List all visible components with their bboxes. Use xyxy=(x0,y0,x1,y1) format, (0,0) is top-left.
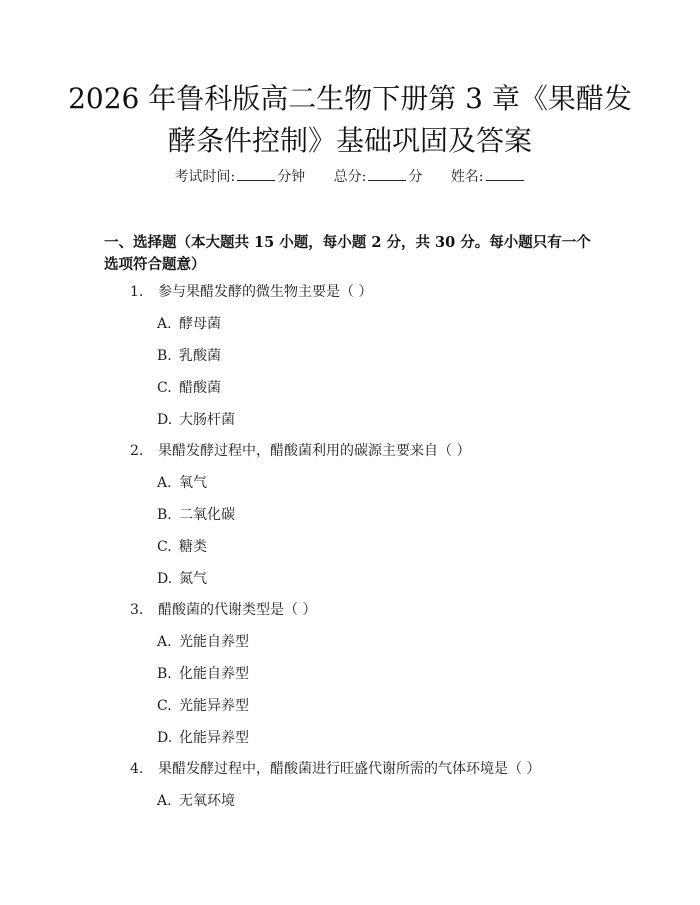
option-text: 酵母菌 xyxy=(179,316,221,332)
option-letter: A. xyxy=(157,475,172,491)
option-letter: D. xyxy=(157,730,173,746)
option-text: 光能自养型 xyxy=(179,634,249,650)
option-1d xyxy=(157,410,597,430)
question-number: 4. xyxy=(130,761,144,777)
question-number: 2. xyxy=(130,443,144,459)
option-text: 醋酸菌 xyxy=(179,380,221,396)
name-label: 姓名: xyxy=(450,169,484,185)
option-2b xyxy=(157,505,597,525)
option-letter: A. xyxy=(157,316,172,332)
option-text: 乳酸菌 xyxy=(179,348,221,364)
option-text: 二氧化碳 xyxy=(179,507,235,523)
question-text: 果醋发酵过程中，醋酸菌进行旺盛代谢所需的气体环境是（ ） xyxy=(158,761,541,777)
option-2d xyxy=(157,569,597,589)
exam-time xyxy=(174,166,305,187)
option-letter: B. xyxy=(157,507,172,523)
option-letter: B. xyxy=(157,348,172,364)
option-3c xyxy=(157,696,597,716)
option-1a xyxy=(157,314,597,334)
option-4a xyxy=(157,791,597,811)
score-label: 总分: xyxy=(333,169,367,185)
option-2c xyxy=(157,537,597,557)
question-text: 果醋发酵过程中，醋酸菌利用的碳源主要来自（ ） xyxy=(158,443,471,459)
exam-score xyxy=(334,166,423,187)
question-3 xyxy=(130,600,610,620)
exam-name xyxy=(451,166,526,187)
option-text: 无氧环境 xyxy=(179,793,235,809)
option-letter: C. xyxy=(157,698,172,714)
option-text: 糖类 xyxy=(179,539,207,555)
option-1b xyxy=(157,346,597,366)
exam-meta xyxy=(0,166,700,187)
option-letter: A. xyxy=(157,634,172,650)
question-2 xyxy=(130,441,610,461)
option-letter: C. xyxy=(157,539,172,555)
question-text: 参与果醋发酵的微生物主要是（ ） xyxy=(158,284,373,300)
option-letter: B. xyxy=(157,666,172,682)
name-blank xyxy=(486,166,524,181)
time-unit: 分钟 xyxy=(277,169,306,185)
title-line-1: 2026 年鲁科版高二生物下册第 3 章《果醋发 xyxy=(68,82,632,115)
option-3b xyxy=(157,664,597,684)
option-3a xyxy=(157,632,597,652)
option-letter: A. xyxy=(157,793,172,809)
question-1 xyxy=(130,282,610,302)
time-label: 考试时间: xyxy=(174,169,236,185)
score-blank xyxy=(368,166,406,181)
score-unit: 分 xyxy=(408,169,423,185)
document-title xyxy=(60,78,640,162)
option-letter: D. xyxy=(157,412,173,428)
time-blank xyxy=(237,166,275,181)
option-1c xyxy=(157,378,597,398)
option-letter: C. xyxy=(157,380,172,396)
option-text: 光能异养型 xyxy=(179,698,249,714)
question-4 xyxy=(130,759,610,779)
option-text: 化能自养型 xyxy=(179,666,249,682)
option-text: 氧气 xyxy=(179,475,207,491)
option-text: 大肠杆菌 xyxy=(179,412,235,428)
title-line-2: 酵条件控制》基础巩固及答案 xyxy=(167,124,532,157)
option-3d xyxy=(157,728,597,748)
question-number: 1. xyxy=(130,284,144,300)
option-text: 化能异养型 xyxy=(179,730,249,746)
question-text: 醋酸菌的代谢类型是（ ） xyxy=(158,602,317,618)
question-number: 3. xyxy=(130,602,144,618)
option-text: 氮气 xyxy=(179,571,207,587)
option-2a xyxy=(157,473,597,493)
section-heading: 一、选择题（本大题共 15 小题，每小题 2 分，共 30 分。每小题只有一个选项符合题意） xyxy=(104,234,591,273)
option-letter: D. xyxy=(157,571,173,587)
